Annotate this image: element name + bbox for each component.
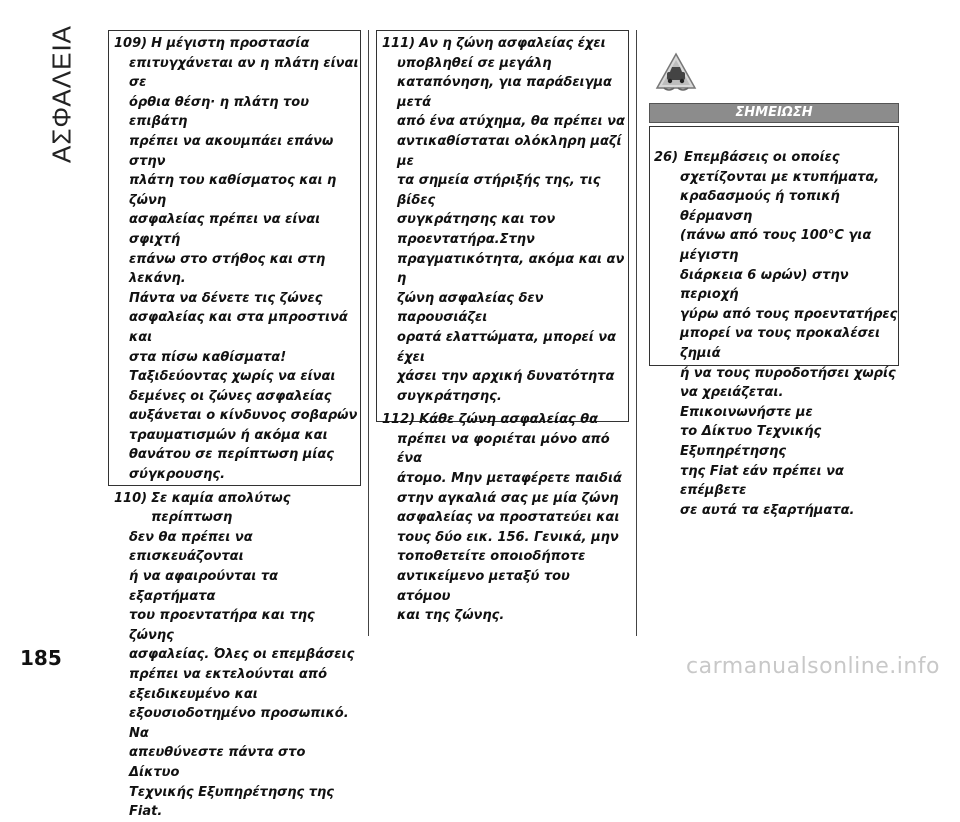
item-line: ασφαλείας και στα μπροστινά και: [129, 310, 348, 345]
item-line: τους δύο εικ. 156. Γενικά, μην: [397, 529, 619, 545]
warning-text-col2: [382, 34, 627, 626]
item-line: από ένα ατύχημα, θα πρέπει να: [397, 114, 625, 130]
item-line: σχετίζονται με κτυπήματα,: [680, 169, 880, 185]
item-line: (πάνω από τους 100°C για μέγιστη: [680, 228, 872, 263]
warning-text-col1: [114, 34, 359, 822]
item-line: πρέπει να εκτελούνται από: [129, 667, 328, 682]
watermark: carmanualsonline.info: [686, 654, 940, 679]
item-line: πλάτη του καθίσματος και η ζώνη: [129, 173, 337, 208]
item-line: επάνω στο στήθος και στη λεκάνη.: [129, 251, 326, 287]
item-line: συγκράτησης και τον: [397, 212, 556, 228]
item-line: ασφαλείας να προστατεύει και: [397, 510, 620, 526]
item-line: επιτυγχάνεται αν η πλάτη είναι σε: [129, 55, 359, 91]
item-line: συγκράτησης.: [397, 388, 502, 404]
item-line: Ταξιδεύοντας χωρίς να είναι: [129, 369, 336, 385]
section-title-text: ΑΣΦΑΛΕΙΑ: [46, 24, 77, 164]
note-header: ΣΗΜΕΙΩΣΗ: [649, 103, 899, 123]
item-line: Κάθε ζώνη ασφαλείας θα: [419, 412, 599, 428]
item-line: ορατά ελαττώματα, μπορεί να έχει: [397, 329, 617, 365]
item-line: σε αυτά τα εξαρτήματα.: [680, 502, 855, 518]
item-line: στα πίσω καθίσματα!: [129, 349, 287, 365]
column-divider-right: [636, 30, 637, 636]
item-line: ασφαλείας. Όλες οι επεμβάσεις: [129, 647, 355, 663]
item-line: το Δίκτυο Τεχνικής Εξυπηρέτησης: [680, 424, 822, 459]
item-line: σύγκρουσης.: [129, 467, 226, 483]
item-111: [382, 34, 627, 406]
item-109: [114, 34, 359, 485]
item-line: Αν η ζώνη ασφαλείας έχει: [419, 36, 606, 51]
item-line: αντικαθίσταται ολόκληρη μαζί με: [397, 133, 622, 169]
item-line: υποβληθεί σε μεγάλη: [397, 55, 552, 71]
section-title: [42, 24, 82, 164]
item-line: στην αγκαλιά σας με μία ζώνη: [397, 490, 619, 506]
item-line: πρέπει να φοριέται μόνο από ένα: [397, 431, 610, 467]
item-number: 110): [114, 490, 148, 506]
item-line: όρθια θέση· η πλάτη του επιβάτη: [129, 94, 310, 130]
item-line: Πάντα να δένετε τις ζώνες: [129, 290, 323, 306]
item-line: πραγματικότητα, ακόμα και αν η: [397, 251, 625, 287]
item-line: της Fiat εάν πρέπει να επέμβετε: [680, 463, 844, 499]
item-line: ζώνη ασφαλείας δεν παρουσιάζει: [397, 290, 544, 326]
item-line: αντικείμενο μεταξύ του ατόμου: [397, 569, 570, 604]
item-line: να χρειάζεται. Επικοινωνήστε με: [680, 385, 813, 420]
item-line: ασφαλείας πρέπει να είναι σφιχτή: [129, 212, 321, 247]
item-number: 109): [114, 36, 148, 51]
item-line: προεντατήρα.Στην: [397, 231, 535, 247]
note-text: [654, 148, 898, 520]
item-number: 112): [382, 412, 416, 428]
item-line: απευθύνεστε πάντα στο Δίκτυο: [129, 745, 306, 780]
item-line: καταπόνηση, για παράδειγμα μετά: [397, 75, 612, 110]
item-number: 26): [654, 150, 679, 165]
item-line: Επεμβάσεις οι οποίες: [684, 150, 840, 165]
item-line: και της ζώνης.: [397, 608, 505, 624]
item-line: δεν θα πρέπει να επισκευάζονται: [129, 529, 253, 565]
item-line: θανάτου σε περίπτωση μίας: [129, 447, 335, 463]
item-line: Σε καμία απολύτως περίπτωση: [151, 490, 291, 526]
item-line: ή να αφαιρούνται τα εξαρτήματα: [129, 569, 279, 604]
item-line: μπορεί να τους προκαλέσει ζημιά: [680, 326, 881, 361]
item-line: κραδασμούς ή τοπική θέρμανση: [680, 189, 840, 224]
item-line: τραυματισμών ή ακόμα και: [129, 427, 328, 443]
item-line: χάσει την αρχική δυνατότητα: [397, 369, 615, 385]
item-line: εξουσιοδοτημένο προσωπικό. Να: [129, 706, 349, 741]
item-line: άτομο. Μην μεταφέρετε παιδιά: [397, 471, 622, 487]
item-112: [382, 410, 627, 626]
page-number: 185: [20, 646, 62, 670]
item-line: εξειδικευμένο και: [129, 686, 258, 702]
column-divider-left: [368, 30, 369, 636]
item-line: ή να τους πυροδοτήσει χωρίς: [680, 365, 896, 381]
item-line: Τεχνικής Εξυπηρέτησης της Fiat.: [129, 784, 334, 820]
item-number: 111): [382, 36, 416, 51]
item-line: αυξάνεται ο κίνδυνος σοβαρών: [129, 408, 358, 424]
item-line: διάρκεια 6 ωρών) στην περιοχή: [680, 267, 849, 303]
item-line: Η μέγιστη προστασία: [151, 36, 310, 51]
item-line: τοποθετείτε οποιοδήποτε: [397, 549, 586, 565]
item-line: γύρω από τους προεντατήρες: [680, 306, 898, 322]
item-line: πρέπει να ακουμπάει επάνω στην: [129, 133, 334, 169]
item-line: δεμένες οι ζώνες ασφαλείας: [129, 388, 332, 404]
car-warning-icon: [655, 52, 697, 96]
item-line: του προεντατήρα και της ζώνης: [129, 608, 315, 643]
item-line: τα σημεία στήριξής της, τις βίδες: [397, 173, 601, 208]
item-110: [114, 489, 359, 822]
note-item-26: [654, 148, 898, 520]
